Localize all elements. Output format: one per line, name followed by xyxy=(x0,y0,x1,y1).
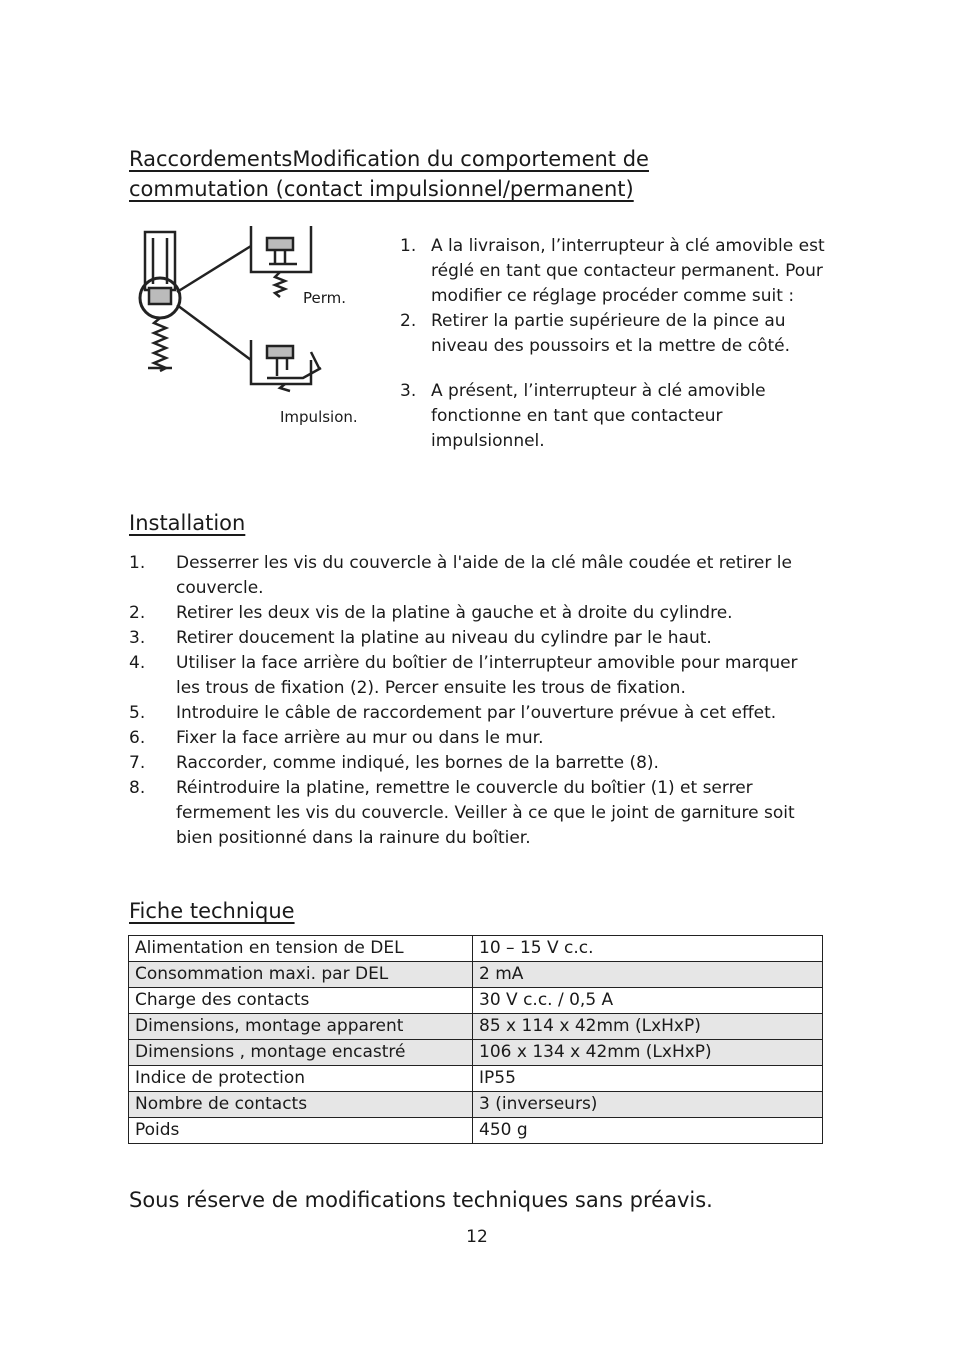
perm-label: Perm. xyxy=(303,289,347,307)
spec-value: 450 g xyxy=(473,1118,823,1144)
list-item xyxy=(400,309,830,359)
step-text: A la livraison, l’interrupteur à clé amovible est réglé en tant que contacteur permanent. Pour modifier ce réglage procéder comme suit : xyxy=(431,236,825,306)
spec-label: Dimensions, montage apparent xyxy=(129,1014,473,1040)
section-title-line2: commutation (contact impulsionnel/permanent) xyxy=(129,177,634,201)
spec-value: 10 – 15 V c.c. xyxy=(473,936,823,962)
fiche-technique-title: Fiche technique xyxy=(129,899,295,923)
spec-label: Indice de protection xyxy=(129,1066,473,1092)
switch-diagram xyxy=(135,220,375,435)
step-text: Retirer la partie supérieure de la pince au niveau des poussoirs et la mettre de côté. xyxy=(431,311,791,356)
installation-title: Installation xyxy=(129,511,246,535)
table-row xyxy=(129,1118,823,1144)
spec-value: 2 mA xyxy=(473,962,823,988)
list-item xyxy=(129,651,819,701)
disclaimer-text: Sous réserve de modifications techniques sans préavis. xyxy=(129,1188,713,1212)
list-item xyxy=(129,751,819,776)
step-text: Raccorder, comme indiqué, les bornes de la barrette (8). xyxy=(176,753,659,773)
step-number: 4. xyxy=(129,653,146,673)
step-text: Introduire le câble de raccordement par l’ouverture prévue à cet effet. xyxy=(176,703,777,723)
step-number: 1. xyxy=(400,236,417,256)
spec-label: Dimensions , montage encastré xyxy=(129,1040,473,1066)
list-item xyxy=(129,626,819,651)
step-number: 5. xyxy=(129,703,146,723)
table-row xyxy=(129,1092,823,1118)
spec-label: Consommation maxi. par DEL xyxy=(129,962,473,988)
spec-label: Charge des contacts xyxy=(129,988,473,1014)
step-number: 8. xyxy=(129,778,146,798)
list-item xyxy=(129,776,819,851)
step-text: Retirer doucement la platine au niveau du cylindre par le haut. xyxy=(176,628,712,648)
spec-value: 3 (inverseurs) xyxy=(473,1092,823,1118)
list-item xyxy=(129,551,819,601)
list-item xyxy=(129,701,819,726)
impulsion-label: Impulsion. xyxy=(280,408,358,426)
step-number: 3. xyxy=(129,628,146,648)
spec-label: Nombre de contacts xyxy=(129,1092,473,1118)
section-title-line1: RaccordementsModification du comportement de xyxy=(129,147,649,171)
step-number: 2. xyxy=(129,603,146,623)
spec-value: 30 V c.c. / 0,5 A xyxy=(473,988,823,1014)
commutation-steps xyxy=(400,234,830,454)
step-text: Desserrer les vis du couvercle à l'aide de la clé mâle coudée et retirer le couvercle. xyxy=(176,553,792,598)
step-text: A présent, l’interrupteur à clé amovible fonctionne en tant que contacteur impulsionnel. xyxy=(431,381,766,451)
list-item xyxy=(129,726,819,751)
table-row xyxy=(129,988,823,1014)
list-item xyxy=(400,379,830,454)
step-text: Retirer les deux vis de la platine à gauche et à droite du cylindre. xyxy=(176,603,733,623)
step-text: Réintroduire la platine, remettre le couvercle du boîtier (1) et serrer fermement les vis du couvercle. Veiller à ce que le joint de garniture soit bien positionné dans la rainure du boîtier. xyxy=(176,778,795,848)
step-number: 1. xyxy=(129,553,146,573)
step-number: 3. xyxy=(400,381,417,401)
spec-value: 85 x 114 x 42mm (LxHxP) xyxy=(473,1014,823,1040)
installation-steps xyxy=(129,551,819,851)
spec-table xyxy=(128,935,823,1144)
step-text: Fixer la face arrière au mur ou dans le mur. xyxy=(176,728,544,748)
table-row xyxy=(129,936,823,962)
step-number: 6. xyxy=(129,728,146,748)
list-item xyxy=(400,234,830,309)
step-text: Utiliser la face arrière du boîtier de l’interrupteur amovible pour marquer les trous de fixation (2). Percer ensuite les trous de fixation. xyxy=(176,653,798,698)
step-number: 7. xyxy=(129,753,146,773)
step-number: 2. xyxy=(400,311,417,331)
table-row xyxy=(129,1014,823,1040)
spec-value: IP55 xyxy=(473,1066,823,1092)
switch-diagram-drawing xyxy=(135,220,375,435)
spec-label: Alimentation en tension de DEL xyxy=(129,936,473,962)
spec-label: Poids xyxy=(129,1118,473,1144)
table-row xyxy=(129,1040,823,1066)
table-row xyxy=(129,962,823,988)
page-number: 12 xyxy=(466,1227,488,1247)
spec-value: 106 x 134 x 42mm (LxHxP) xyxy=(473,1040,823,1066)
table-row xyxy=(129,1066,823,1092)
list-item xyxy=(129,601,819,626)
